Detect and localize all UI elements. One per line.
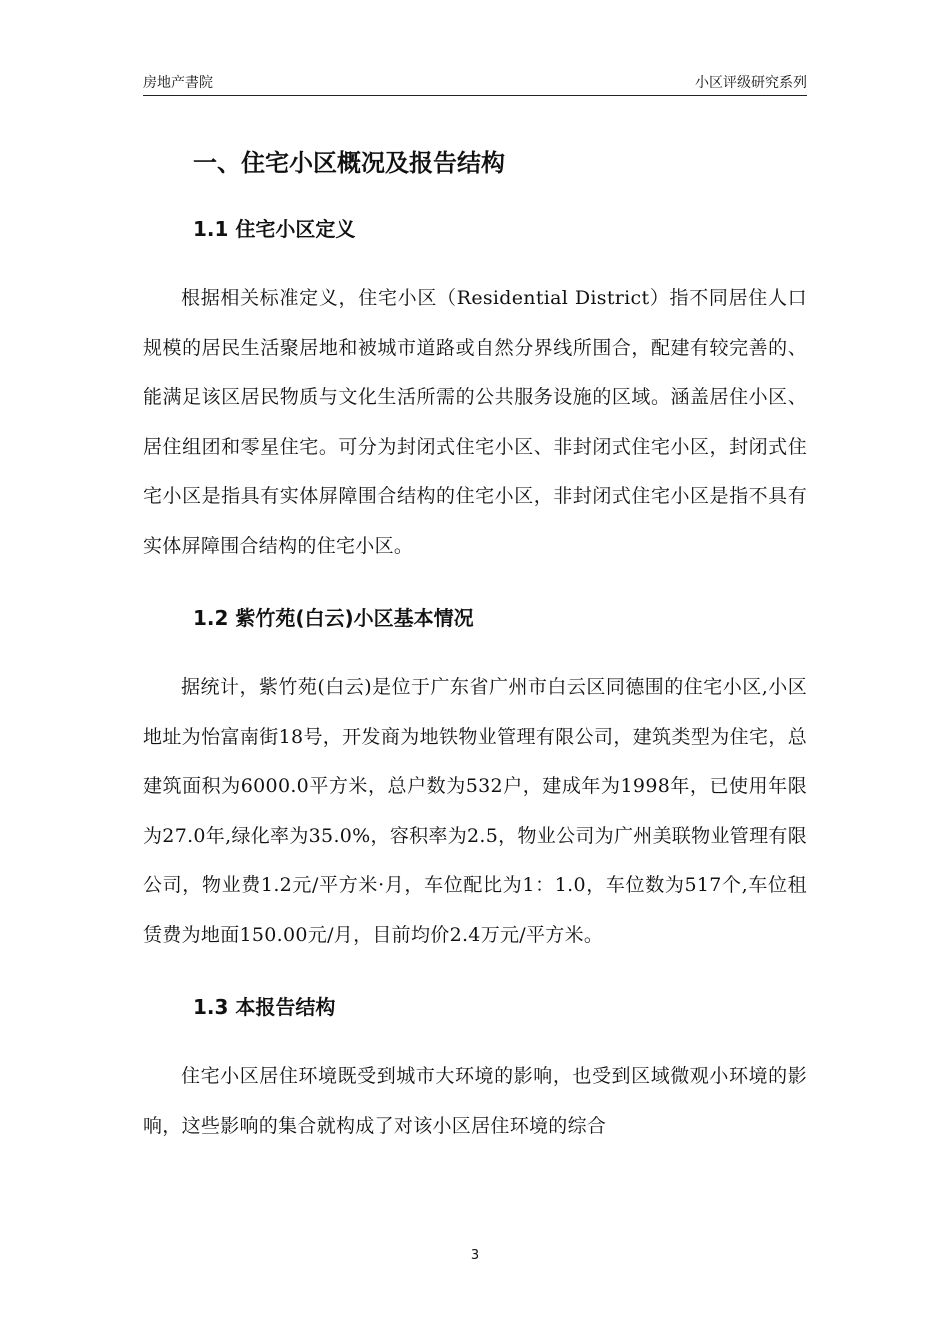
subsection-heading-report-structure: 1.3 本报告结构 xyxy=(193,995,336,1019)
report-structure-paragraph: 住宅小区居住环境既受到城市大环境的影响，也受到区域微观小环境的影响，这些影响的集合就构成了对该小区居住环境的综合 xyxy=(143,1065,807,1137)
definition-paragraph: 根据相关标准定义，住宅小区（Residential District）指不同居住人口规模的居民生活聚居地和被城市道路或自然分界线所围合，配建有较完善的、能满足该区居民物质与文化生活所需的公共服务设施的区域。涵盖居住小区、居住组团和零星住宅。可分为封闭式住宅小区、非封闭式住宅小区，封闭式住宅小区是指具有实体屏障围合结构的住宅小区，非封闭式住宅小区是指不具有实体屏障围合结构的住宅小区。 xyxy=(143,287,807,557)
subsection-heading-definition: 1.1 住宅小区定义 xyxy=(193,217,356,241)
page-header xyxy=(143,66,807,96)
subsection-heading-basic-info: 1.2 紫竹苑(白云)小区基本情况 xyxy=(193,606,474,630)
section-heading: 一、住宅小区概况及报告结构 xyxy=(193,149,505,177)
basic-info-paragraph: 据统计，紫竹苑(白云)是位于广东省广州市白云区同德围的住宅小区,小区地址为怡富南街18号，开发商为地铁物业管理有限公司，建筑类型为住宅，总建筑面积为6000.0平方米，总户数为532户，建成年为1998年，已使用年限为27.0年,绿化率为35.0%，容积率为2.5，物业公司为广州美联物业管理有限公司，物业费1.2元/平方米·月，车位配比为1：1.0，车位数为517个,车位租赁费为地面150.00元/月，目前均价2.4万元/平方米。 xyxy=(143,676,807,946)
header-right-title: 小区评级研究系列 xyxy=(695,75,807,91)
header-left-title: 房地产書院 xyxy=(143,75,213,91)
document-body xyxy=(143,140,807,1151)
page-number: 3 xyxy=(470,1248,480,1263)
